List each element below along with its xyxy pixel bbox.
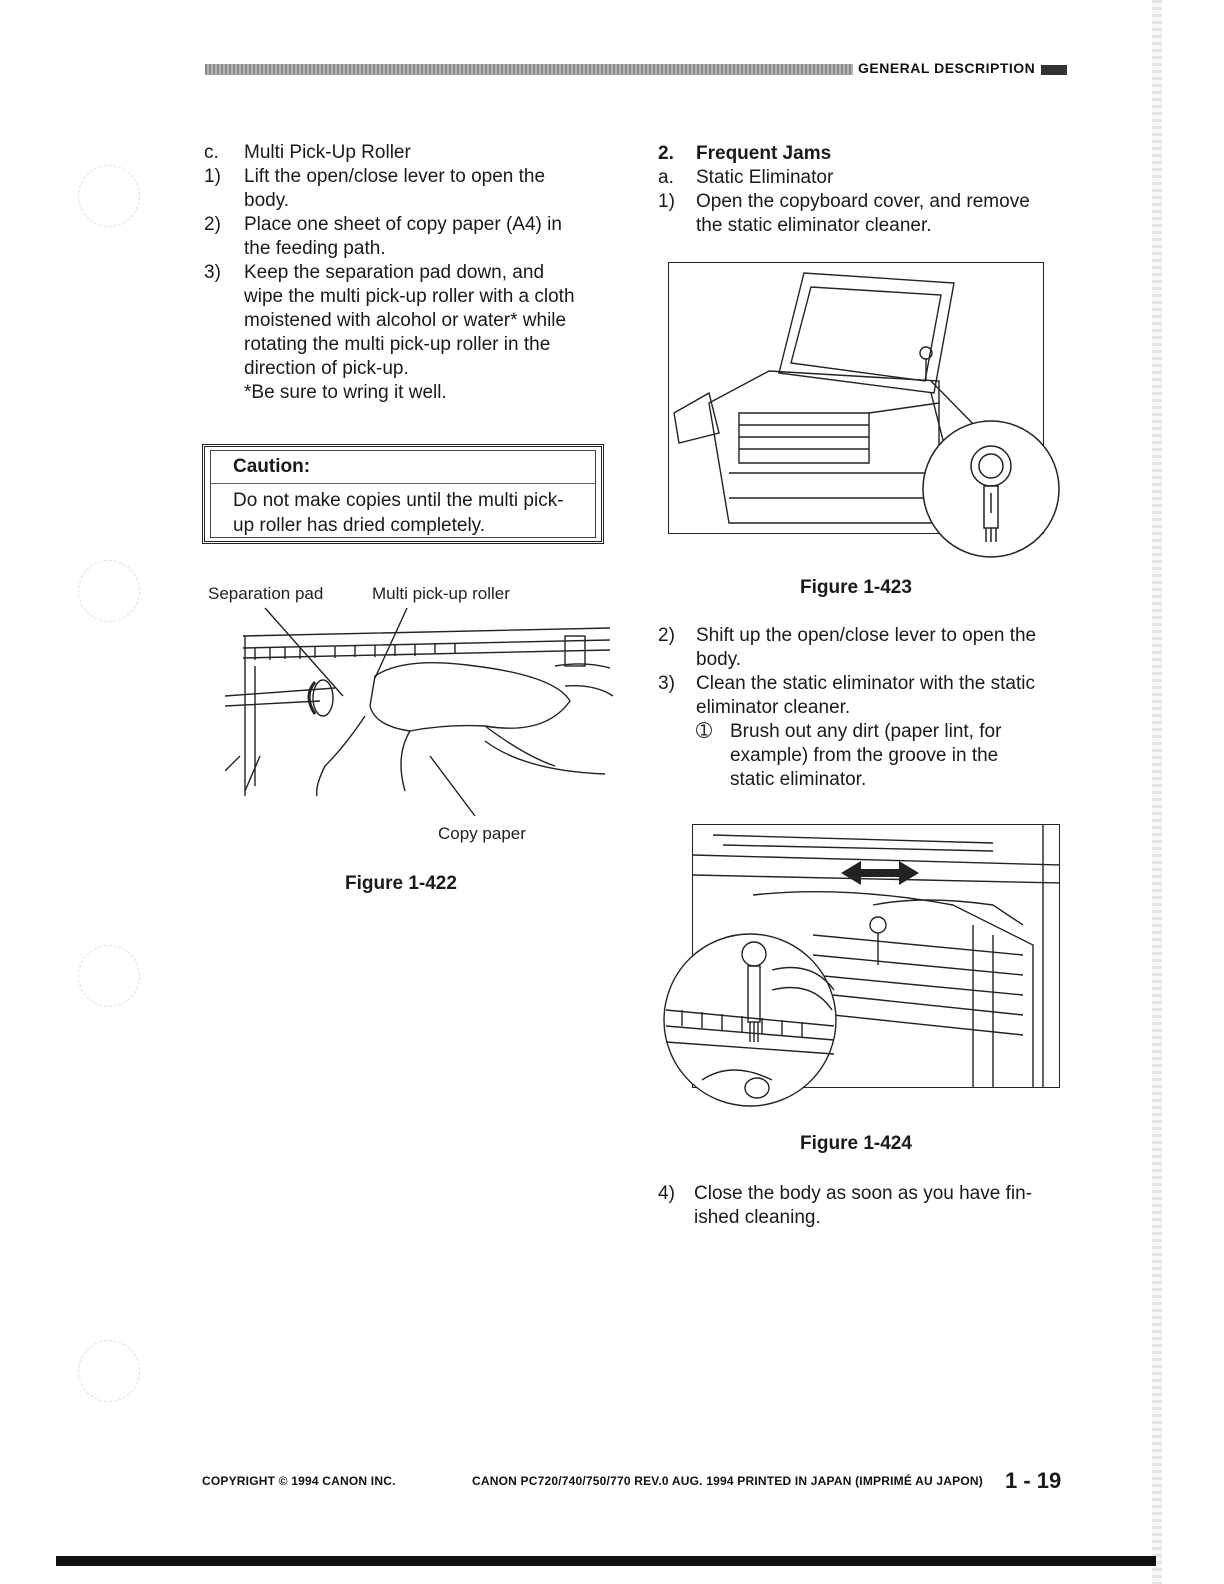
cleaner-detail-circle: [920, 418, 1062, 560]
section-heading: c. Multi Pick-Up Roller: [204, 142, 411, 163]
right-step-2: 2) Shift up the open/close lever to open the body.: [658, 625, 1037, 670]
right-procedure-bottom: [658, 1182, 1066, 1230]
figure-1-422-illustration: [225, 606, 620, 826]
footer-edition: CANON PC720/740/750/770 REV.0 AUG. 1994 PRINTED IN JAPAN (IMPRIMÉ AU JAPON): [472, 1474, 983, 1488]
figure-1-422-caption: Figure 1-422: [345, 873, 457, 894]
right-step-4: 4) Close the body as soon as you have fin- ished cleaning.: [658, 1183, 1032, 1228]
right-substep-1: ➀ Brush out any dirt (paper lint, for example) from the groove in the static eliminator.: [696, 721, 1002, 790]
punch-hole: [78, 560, 140, 622]
caution-box: [202, 444, 604, 544]
subsection-static-eliminator: a. Static Eliminator: [658, 167, 834, 188]
step-3: 3) Keep the separation pad down, and wipe the multi pick-up roller with a cloth moistened with alcohol or water* while rotating the multi pick-up roller in the direction of pick-up. *Be sure to wring it well.: [204, 262, 575, 403]
label-copy-paper: Copy paper: [438, 824, 526, 843]
page-number: 1 - 19: [1005, 1468, 1062, 1493]
eliminator-detail-circle: [662, 930, 838, 1110]
header-rule: [205, 64, 853, 75]
label-separation-pad: Separation pad: [208, 584, 324, 603]
label-multi-pickup-roller: Multi pick-up roller: [372, 584, 510, 603]
left-procedure: [204, 141, 608, 405]
punch-hole: [78, 165, 140, 227]
right-step-3: 3) Clean the static eliminator with the static eliminator cleaner.: [658, 673, 1035, 718]
bottom-border: [56, 1556, 1156, 1566]
scan-edge: [1152, 0, 1162, 1584]
right-procedure-top: [658, 142, 1066, 238]
caution-title: Caution:: [210, 450, 596, 484]
step-1: 1) Lift the open/close lever to open the body.: [204, 166, 546, 211]
caution-text: Do not make copies until the multi pick- up roller has dried completely.: [210, 484, 596, 538]
figure-1-423-caption: Figure 1-423: [800, 577, 912, 598]
header-end-block: [1041, 65, 1067, 75]
section-frequent-jams: 2. Frequent Jams: [658, 143, 832, 164]
header-title: GENERAL DESCRIPTION: [858, 60, 1036, 76]
punch-hole: [78, 945, 140, 1007]
figure-1-424-caption: Figure 1-424: [800, 1133, 912, 1154]
double-arrow-icon: [841, 861, 919, 885]
right-procedure-middle: [658, 624, 1066, 792]
punch-hole: [78, 1340, 140, 1402]
right-step-1: 1) Open the copyboard cover, and remove the static eliminator cleaner.: [658, 191, 1030, 236]
step-2: 2) Place one sheet of copy paper (A4) in the feeding path.: [204, 214, 562, 259]
footer-copyright: COPYRIGHT © 1994 CANON INC.: [202, 1474, 396, 1488]
